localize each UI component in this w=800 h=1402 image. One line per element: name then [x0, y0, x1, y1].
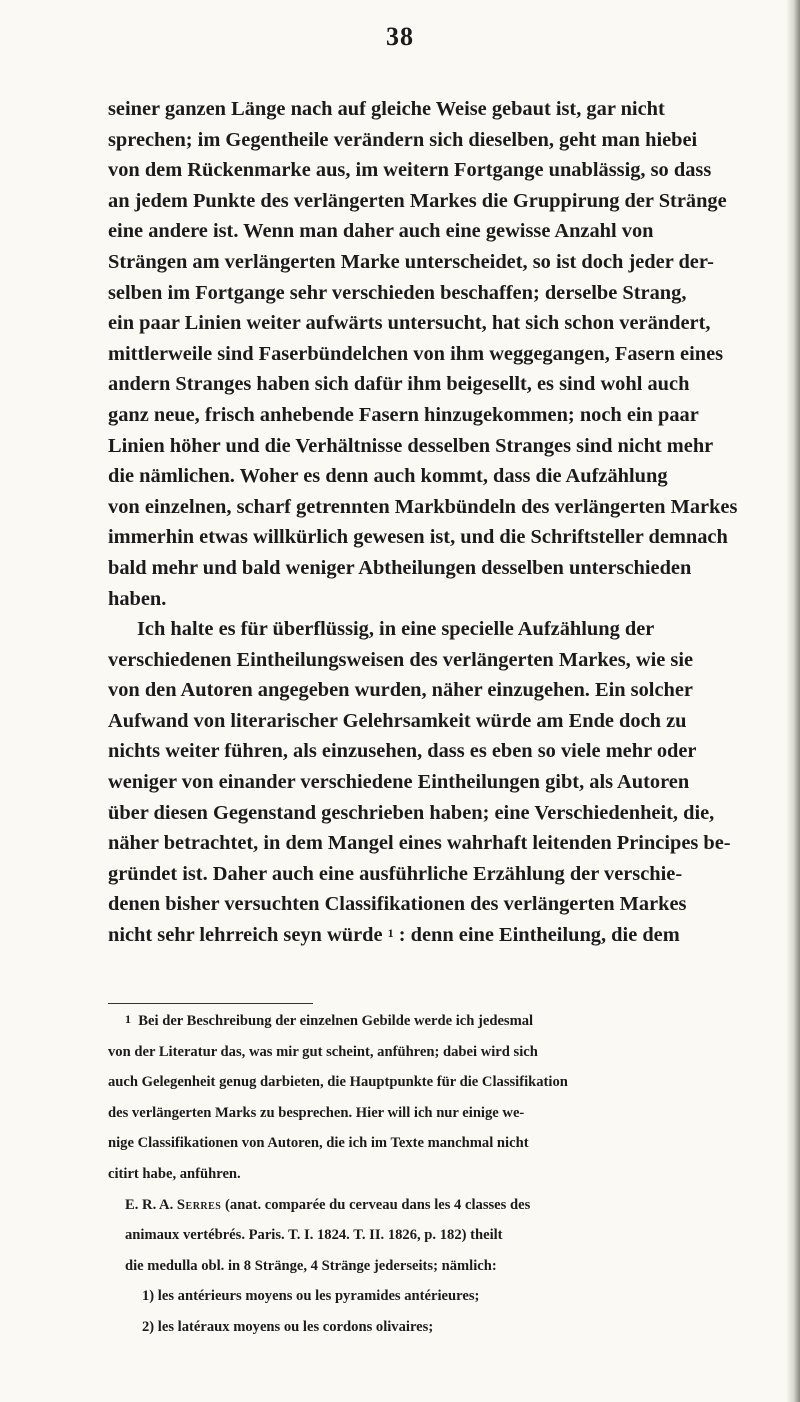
- text-line: die nämlichen. Woher es denn auch kommt, dass die Aufzählung: [108, 465, 668, 488]
- text-line: sprechen; im Gegentheile verändern sich dieselben, geht man hiebei: [108, 128, 698, 151]
- text-line: haben.: [108, 587, 167, 610]
- text-line: verschiedenen Eintheilungsweisen des verlängerten Markes, wie sie: [108, 648, 694, 671]
- text-line: ein paar Linien weiter aufwärts untersucht, hat sich schon verändert,: [108, 312, 711, 335]
- text-line: immerhin etwas willkürlich gewesen ist, und die Schriftsteller demnach: [108, 526, 728, 549]
- footnote-line: animaux vertébrés. Paris. T. I. 1824. T. II. 1826, p. 182) theilt: [125, 1227, 503, 1244]
- footnote-line: auch Gelegenheit genug darbieten, die Hauptpunkte für die Classifikation: [108, 1074, 568, 1091]
- author-name: Serres: [176, 1196, 222, 1213]
- text-line: Aufwand von literarischer Gelehrsamkeit würde am Ende doch zu: [108, 709, 687, 732]
- footnote-line: nige Classifikationen von Autoren, die ich im Texte manchmal nicht: [108, 1135, 529, 1152]
- text-line: gründet ist. Daher auch eine ausführliche Erzählung der verschie-: [108, 862, 683, 885]
- text-line: von einzelnen, scharf getrennten Markbündeln des verlängerten Markes: [108, 495, 738, 518]
- footnote-list-item: 2) les latéraux moyens ou les cordons olivaires;: [142, 1318, 434, 1335]
- footnote-line: von der Literatur das, was mir gut scheint, anführen; dabei wird sich: [108, 1043, 538, 1060]
- main-text: [108, 94, 790, 951]
- author-initials: E. R. A.: [125, 1196, 174, 1213]
- footnote-separator: [108, 1003, 313, 1004]
- text-line: andern Stranges haben sich dafür ihm beigesellt, es sind wohl auch: [108, 373, 690, 396]
- footnote-list-item: 1) les antérieurs moyens ou les pyramides antérieures;: [142, 1288, 480, 1305]
- text-line: [108, 920, 790, 951]
- text-line: denen bisher versuchten Classifikationen des verlängerten Markes: [108, 893, 687, 916]
- text-line: an jedem Punkte des verlängerten Markes die Gruppirung der Stränge: [108, 189, 727, 212]
- text-fragment: nicht sehr lehrreich seyn würde: [108, 924, 383, 947]
- text-line: selben im Fortgange sehr verschieden beschaffen; derselbe Strang,: [108, 281, 687, 304]
- text-line: eine andere ist. Wenn man daher auch eine gewisse Anzahl von: [108, 220, 654, 243]
- footnote-line: des verlängerten Marks zu besprechen. Hier will ich nur einige we-: [108, 1104, 525, 1121]
- footnote-line: citirt habe, anführen.: [108, 1165, 241, 1182]
- footnote-line: [108, 1194, 790, 1225]
- text-fragment: : denn eine Eintheilung, die dem: [398, 924, 680, 947]
- text-line: weniger von einander verschiedene Eintheilungen gibt, als Autoren: [108, 771, 690, 794]
- footnote-marker: 1: [387, 926, 394, 941]
- text-line: Linien höher und die Verhältnisse desselben Stranges sind nicht mehr: [108, 434, 714, 457]
- text-line: Ich halte es für überflüssig, in eine specielle Aufzählung der: [137, 618, 655, 641]
- footnotes: [108, 1010, 790, 1347]
- text-line: mittlerweile sind Faserbündelchen von ihm weggegangen, Fasern eines: [108, 342, 724, 365]
- text-fragment: Bei der Beschreibung der einzelnen Gebilde werde ich jedesmal: [138, 1013, 534, 1029]
- footnote-line: die medulla obl. in 8 Stränge, 4 Stränge jederseits; nämlich:: [125, 1257, 497, 1274]
- page-number: 38: [386, 22, 414, 51]
- text-line: von dem Rückenmarke aus, im weitern Fortgange unablässig, so dass: [108, 159, 712, 182]
- text-fragment: (anat. comparée du cerveau dans les 4 classes des: [225, 1196, 531, 1213]
- text-line: bald mehr und bald weniger Abtheilungen desselben unterschieden: [108, 556, 692, 579]
- text-line: über diesen Gegenstand geschrieben haben; eine Verschiedenheit, die,: [108, 801, 715, 824]
- text-line: von den Autoren angegeben wurden, näher einzugehen. Ein solcher: [108, 679, 693, 702]
- footnote-number: 1: [125, 1012, 131, 1026]
- text-line: näher betrachtet, in dem Mangel eines wahrhaft leitenden Principes be-: [108, 832, 731, 855]
- text-line: seiner ganzen Länge nach auf gleiche Weise gebaut ist, gar nicht: [108, 98, 665, 120]
- footnote-line: [108, 1010, 790, 1041]
- text-line: Strängen am verlängerten Marke unterscheidet, so ist doch jeder der-: [108, 250, 714, 273]
- text-line: nichts weiter führen, als einzusehen, dass es eben so viele mehr oder: [108, 740, 697, 763]
- text-line: ganz neue, frisch anhebende Fasern hinzugekommen; noch ein paar: [108, 403, 699, 426]
